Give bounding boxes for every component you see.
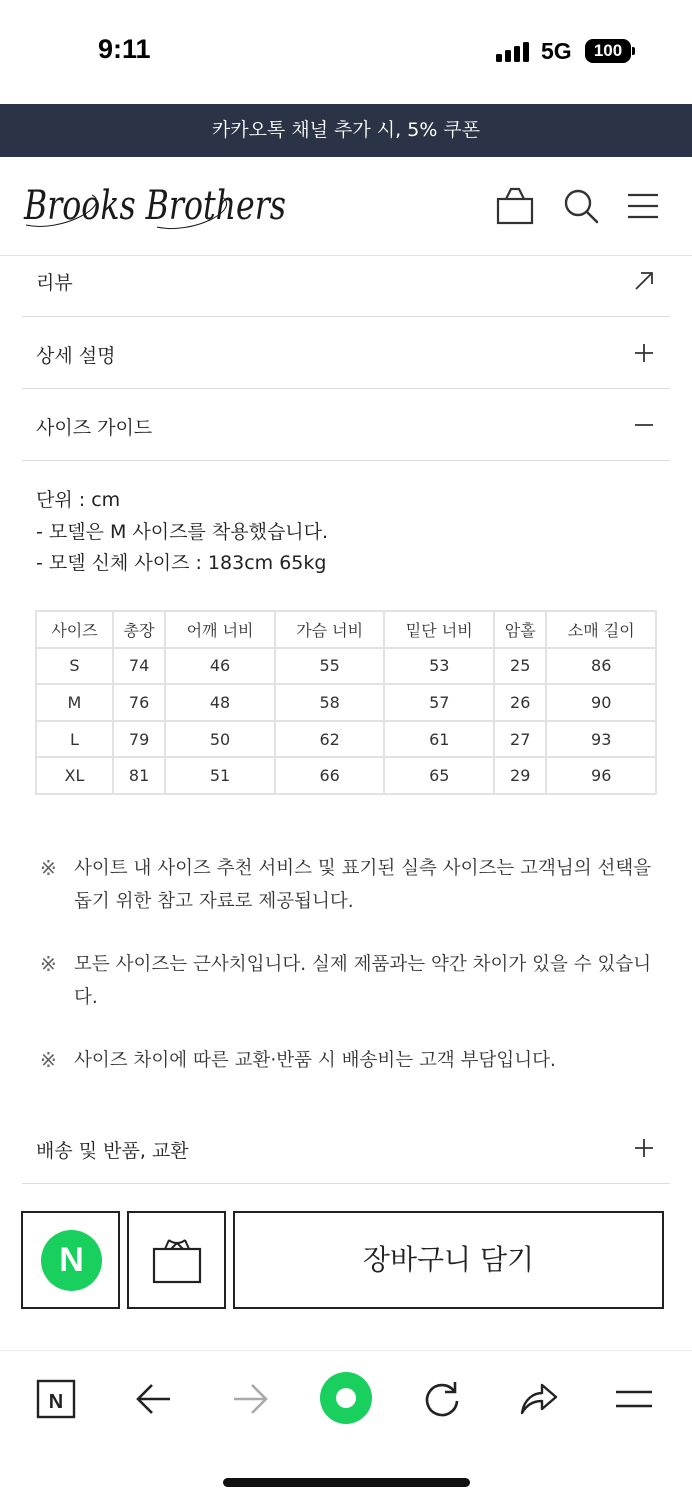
note-item xyxy=(40,1044,665,1077)
table-cell: 46 xyxy=(165,648,275,685)
shipping-label: 배송 및 반품, 교환 xyxy=(36,1140,189,1162)
table-cell: 93 xyxy=(546,721,656,758)
table-cell: 65 xyxy=(384,757,494,794)
table-cell: 62 xyxy=(275,721,385,758)
header-cell: 가슴 너비 xyxy=(275,611,385,648)
table-cell: 74 xyxy=(113,648,165,685)
table-cell: 61 xyxy=(384,721,494,758)
battery-icon: 100 xyxy=(585,39,631,63)
external-arrow-icon xyxy=(632,269,656,293)
size-table xyxy=(35,610,657,795)
accordion-shipping[interactable] xyxy=(22,1112,670,1184)
add-to-cart-button[interactable] xyxy=(233,1211,664,1309)
table-cell: 51 xyxy=(165,757,275,794)
plus-icon xyxy=(632,1136,656,1160)
note-line: 돕기 위한 참고 자료로 제공됩니다. xyxy=(74,891,354,912)
reference-mark-icon: ※ xyxy=(40,1048,57,1072)
header-cell: 밑단 너비 xyxy=(384,611,494,648)
size-info xyxy=(36,485,328,580)
back-arrow-icon[interactable] xyxy=(132,1377,176,1421)
table-row xyxy=(36,757,656,794)
accordion-details[interactable] xyxy=(22,317,670,389)
table-row xyxy=(36,721,656,758)
table-cell: 76 xyxy=(113,684,165,721)
brooks-brothers-logo[interactable] xyxy=(22,175,292,237)
table-cell: 53 xyxy=(384,648,494,685)
promo-banner[interactable]: 카카오톡 채널 추가 시, 5% 쿠폰 xyxy=(0,104,692,157)
status-time: 9:11 xyxy=(98,34,151,64)
table-cell: 48 xyxy=(165,684,275,721)
menu-icon[interactable] xyxy=(622,185,664,227)
review-label: 리뷰 xyxy=(36,272,73,294)
accordion-review[interactable] xyxy=(22,257,670,317)
search-icon[interactable] xyxy=(560,185,602,227)
model-size-text: - 모델은 M 사이즈를 착용했습니다. xyxy=(36,520,329,543)
table-cell: 96 xyxy=(546,757,656,794)
size-guide-label: 사이즈 가이드 xyxy=(36,417,153,439)
browser-toolbar xyxy=(0,1350,692,1500)
table-cell: 81 xyxy=(113,757,165,794)
table-cell: 57 xyxy=(384,684,494,721)
table-cell: L xyxy=(36,721,113,758)
naver-green-dot-icon[interactable] xyxy=(319,1371,373,1425)
header-cell: 어깨 너비 xyxy=(165,611,275,648)
shopping-bag-icon[interactable] xyxy=(494,185,536,227)
reference-mark-icon: ※ xyxy=(40,856,57,880)
reference-mark-icon: ※ xyxy=(40,952,57,976)
table-header-row xyxy=(36,611,656,648)
cellular-signal-icon xyxy=(496,42,532,62)
gift-icon xyxy=(151,1235,203,1285)
table-cell: 58 xyxy=(275,684,385,721)
table-cell: 79 xyxy=(113,721,165,758)
table-cell: 66 xyxy=(275,757,385,794)
model-body-text: - 모델 신체 사이즈 : 183cm 65kg xyxy=(36,552,327,574)
table-row xyxy=(36,684,656,721)
svg-text:Brooks Brothers: Brooks Brothers xyxy=(23,183,286,229)
table-cell: 29 xyxy=(494,757,546,794)
note-line: 사이즈 차이에 따른 교환·반품 시 배송비는 고객 부담입니다. xyxy=(74,1050,556,1071)
minus-icon xyxy=(632,413,656,437)
svg-text:N: N xyxy=(48,1391,64,1413)
size-unit: 단위 : cm xyxy=(36,489,121,511)
battery-tip xyxy=(632,47,635,55)
naver-pay-button[interactable] xyxy=(21,1211,120,1309)
table-cell: M xyxy=(36,684,113,721)
table-cell: XL xyxy=(36,757,113,794)
header-cell: 암홀 xyxy=(494,611,546,648)
size-notes xyxy=(40,852,665,1107)
naver-logo-icon: N xyxy=(41,1230,102,1291)
accordion-size-guide[interactable] xyxy=(22,389,670,461)
note-line: 사이트 내 사이즈 추천 서비스 및 표기된 실측 사이즈는 고객님의 선택을 xyxy=(74,858,652,879)
table-row xyxy=(36,648,656,685)
note-item xyxy=(40,948,665,1014)
table-cell: 26 xyxy=(494,684,546,721)
status-bar xyxy=(0,0,692,104)
network-type: 5G xyxy=(541,38,572,64)
forward-arrow-icon[interactable] xyxy=(228,1377,272,1421)
home-indicator xyxy=(223,1478,470,1487)
table-cell: 86 xyxy=(546,648,656,685)
note-line: 모든 사이즈는 근사치입니다. 실제 제품과는 약간 차이가 있을 수 있습니 xyxy=(74,954,652,975)
header-cell: 사이즈 xyxy=(36,611,113,648)
table-cell: 50 xyxy=(165,721,275,758)
plus-icon xyxy=(632,341,656,365)
share-icon[interactable] xyxy=(516,1377,560,1421)
refresh-icon[interactable] xyxy=(420,1377,464,1421)
note-item xyxy=(40,852,665,918)
header-cell: 총장 xyxy=(113,611,165,648)
gift-button[interactable] xyxy=(127,1211,226,1309)
table-cell: 55 xyxy=(275,648,385,685)
site-header xyxy=(0,157,692,256)
naver-tab-icon[interactable] xyxy=(34,1377,78,1421)
table-cell: 25 xyxy=(494,648,546,685)
note-line: 다. xyxy=(74,987,98,1008)
add-to-cart-label: 장바구니 담기 xyxy=(362,1243,535,1276)
table-cell: S xyxy=(36,648,113,685)
details-label: 상세 설명 xyxy=(36,345,116,367)
hamburger-menu-icon[interactable] xyxy=(612,1377,656,1421)
header-cell: 소매 길이 xyxy=(546,611,656,648)
table-cell: 27 xyxy=(494,721,546,758)
table-cell: 90 xyxy=(546,684,656,721)
